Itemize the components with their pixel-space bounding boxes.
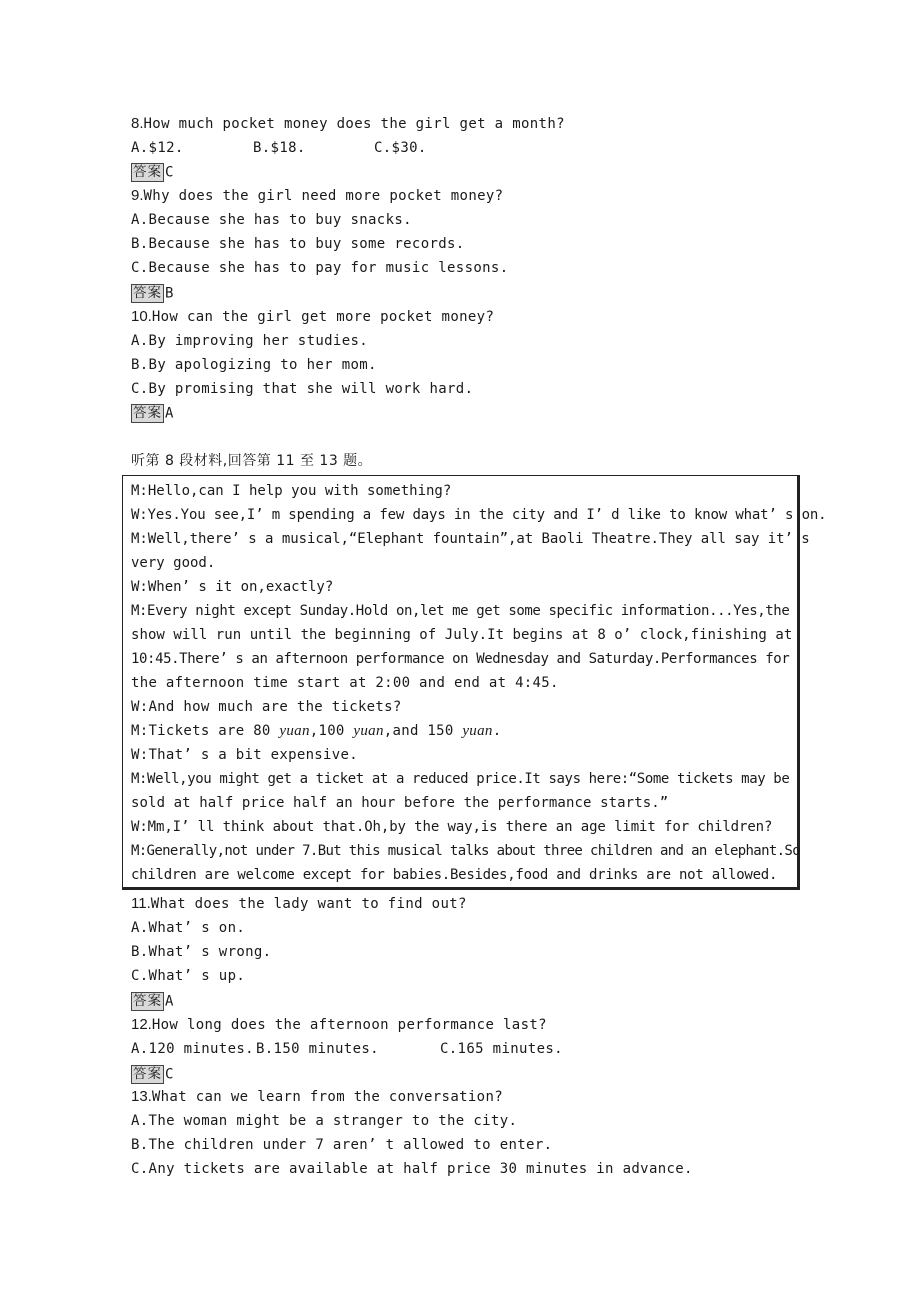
transcript-line: show will run until the beginning of July.It begins at 8 o’ clock,finishing at	[131, 627, 793, 643]
text-run: ,100	[309, 723, 354, 739]
answer-8	[131, 163, 174, 182]
option-c: C.Any tickets are available at half price 30 minutes in advance.	[131, 1161, 693, 1177]
options-row-8	[131, 140, 831, 156]
option-b: B.$18.	[253, 140, 306, 156]
option-a: A.By improving her studies.	[131, 333, 369, 349]
transcript-line: M:Generally,not under 7.But this musical talks about three children and an elephant.So	[131, 843, 800, 859]
answer-label: 答案	[133, 993, 162, 1009]
option-b: B.150 minutes.	[256, 1041, 379, 1057]
text-run: .	[492, 723, 502, 739]
question-number: 13.	[131, 1088, 152, 1105]
option-a: A.Because she has to buy snacks.	[131, 212, 412, 228]
transcript-line: very good.	[131, 555, 216, 571]
option-b: B.What’ s wrong.	[131, 944, 272, 960]
currency-unit: yuan	[353, 723, 384, 739]
answer-10	[131, 404, 174, 423]
option-c: C.$30.	[374, 140, 427, 156]
option-c: C.165 minutes.	[440, 1041, 563, 1057]
transcript-line: M:Every night except Sunday.Hold on,let me get some specific information...Yes,the	[131, 603, 790, 619]
answer-value: C	[165, 164, 174, 181]
answer-label: 答案	[133, 405, 162, 421]
text-run: ,and 150	[383, 723, 463, 739]
transcript-line: sold at half price half an hour before the performance starts.”	[131, 795, 669, 811]
transcript-line: W:When’ s it on,exactly?	[131, 579, 334, 595]
answer-label: 答案	[133, 164, 162, 180]
question-11	[131, 896, 467, 912]
question-9	[131, 188, 503, 204]
question-text: What does the lady want to find out?	[150, 896, 467, 912]
question-text: What can we learn from the conversation?	[151, 1089, 504, 1105]
currency-unit: yuan	[279, 723, 310, 739]
option-a: A.The woman might be a stranger to the city.	[131, 1113, 518, 1129]
transcript-line: children are welcome except for babies.Besides,food and drinks are not allowed.	[131, 867, 778, 883]
question-number: 11.	[131, 895, 151, 912]
option-a: A.What’ s on.	[131, 920, 246, 936]
transcript-line: 10:45.There’ s an afternoon performance on Wednesday and Saturday.Performances for	[131, 651, 790, 667]
question-text: How long does the afternoon performance last?	[151, 1017, 547, 1033]
option-c: C.What’ s up.	[131, 968, 246, 984]
answer-12	[131, 1065, 174, 1084]
text-run: M:Tickets are 80	[131, 723, 280, 739]
option-b: B.Because she has to buy some records.	[131, 236, 465, 252]
option-c: C.By promising that she will work hard.	[131, 381, 474, 397]
option-a: A.$12.	[131, 140, 184, 156]
transcript-line: the afternoon time start at 2:00 and end at 4:45.	[131, 675, 559, 691]
answer-label: 答案	[133, 1066, 162, 1082]
question-number: 10.	[131, 308, 152, 325]
transcript-line: W:Mm,I’ ll think about that.Oh,by the way,is there an age limit for children?	[131, 819, 773, 835]
question-number: 9.	[131, 187, 144, 204]
transcript-line: W:That’ s a bit expensive.	[131, 747, 358, 763]
option-c: C.Because she has to pay for music lessons.	[131, 260, 509, 276]
transcript-line: M:Well,you might get a ticket at a reduced price.It says here:“Some tickets may be	[131, 771, 790, 787]
option-a: A.120 minutes.	[131, 1041, 254, 1057]
answer-label: 答案	[133, 285, 162, 301]
question-text: Why does the girl need more pocket money?	[143, 188, 504, 204]
question-12	[131, 1017, 547, 1033]
transcript-line: W:And how much are the tickets?	[131, 699, 402, 715]
answer-value: A	[165, 993, 174, 1010]
answer-value: A	[165, 405, 174, 422]
answer-11	[131, 992, 174, 1011]
answer-9	[131, 284, 174, 303]
currency-unit: yuan	[462, 723, 493, 739]
section-heading: 听第 8 段材料,回答第 11 至 13 题。	[131, 453, 373, 469]
transcript-line: M:Hello,can I help you with something?	[131, 483, 452, 499]
question-number: 12.	[131, 1016, 152, 1033]
question-number: 8.	[131, 115, 144, 132]
question-8	[131, 116, 565, 132]
question-13	[131, 1089, 503, 1105]
answer-value: C	[165, 1066, 174, 1083]
options-row-12	[131, 1041, 831, 1057]
transcript-line	[131, 723, 501, 739]
answer-value: B	[165, 285, 174, 302]
question-text: How can the girl get more pocket money?	[151, 309, 495, 325]
option-b: B.By apologizing to her mom.	[131, 357, 377, 373]
transcript-line: M:Well,there’ s a musical,“Elephant fountain”,at Baoli Theatre.They all say it’ s	[131, 531, 810, 547]
option-b: B.The children under 7 aren’ t allowed to enter.	[131, 1137, 553, 1153]
question-10	[131, 309, 494, 325]
question-text: How much pocket money does the girl get a month?	[143, 116, 565, 132]
transcript-line: W:Yes.You see,I’ m spending a few days in the city and I’ d like to know what’ s on.	[131, 507, 827, 523]
